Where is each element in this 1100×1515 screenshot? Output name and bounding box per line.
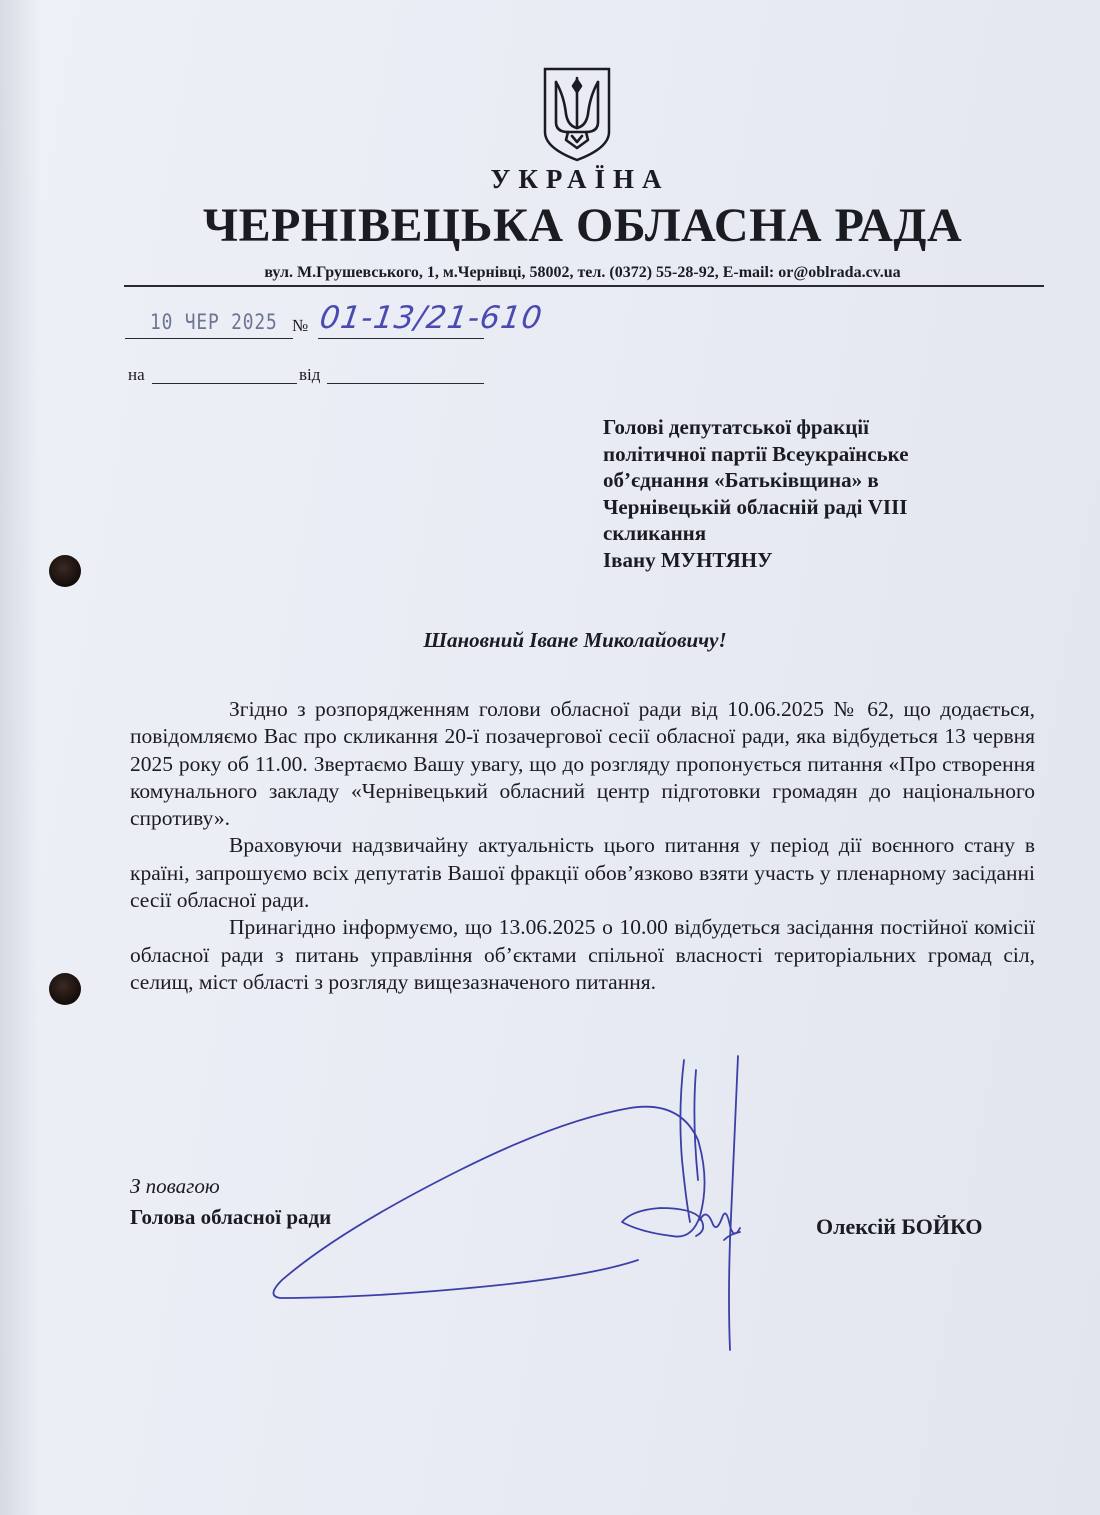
addressee-name: Івану МУНТЯНУ xyxy=(603,547,773,572)
registration-number-line xyxy=(318,338,484,339)
addressee-block xyxy=(603,414,1023,573)
reply-to-label: на xyxy=(128,365,145,384)
handwritten-signature xyxy=(260,1040,760,1360)
letterhead-organization: ЧЕРНІВЕЦЬКА ОБЛАСНА РАДА xyxy=(202,199,963,252)
registration-date-stamp: 10 ЧЕР 2025 xyxy=(150,310,278,334)
addressee-line: політичної партії Всеукраїнське xyxy=(603,441,909,466)
body-paragraph: Враховуючи надзвичайну актуальність цього питання у період дії воєнного стану в країні, запрошуємо всіх депутатів Вашої фракції обов’язково взяти участь у пленарному засіданні сесії обласної ради. xyxy=(130,833,1035,913)
letterhead-address: вул. М.Грушевського, 1, м.Чернівці, 58002, тел. (0372) 55-28-92, E-mail: or@oblrada.cv.ua xyxy=(264,264,901,281)
signer-position: Голова обласної ради xyxy=(130,1205,332,1229)
salutation: Шановний Іване Миколайовичу! xyxy=(423,628,727,652)
letter-body xyxy=(130,696,1035,996)
tryzub-icon xyxy=(542,66,612,162)
addressee-line: Чернівецькій обласній раді VIII xyxy=(603,494,908,519)
registration-date-line xyxy=(125,338,293,339)
closing-phrase: З повагою xyxy=(130,1174,220,1198)
punch-hole-bottom xyxy=(49,973,81,1005)
registration-number-label: № xyxy=(292,316,309,335)
addressee-line: Голові депутатської фракції xyxy=(603,415,869,439)
registration-number-handwritten: 01-13/21-610 xyxy=(317,300,545,336)
reply-from-line xyxy=(327,383,484,384)
letterhead-divider xyxy=(124,285,1044,287)
reply-to-line xyxy=(152,383,297,384)
letterhead-country: УКРАЇНА xyxy=(490,164,670,194)
body-paragraph: Згідно з розпорядженням голови обласної ради від 10.06.2025 № 62, що додається, повідомляємо Вас про скликання 20-ї позачергової сесії обласної ради, яка відбудеться 13 червня 2025 року об 11.00. Звертаємо Вашу увагу, що до розгляду пропонується питання «Про створення комунального закладу «Чернівецький обласний центр підготовки громадян до національного спротиву». xyxy=(130,697,1035,831)
addressee-line: скликання xyxy=(603,521,707,545)
addressee-line: об’єднання «Батьківщина» в xyxy=(603,468,879,492)
reply-from-label: від xyxy=(299,365,321,384)
body-paragraph: Принагідно інформуємо, що 13.06.2025 о 10.00 відбудеться засідання постійної комісії обласної ради з питань управління об’єктами спільної власності територіальних громад сіл, селищ, міст області з розгляду вищезазначеного питання. xyxy=(130,915,1035,994)
punch-hole-top xyxy=(49,555,81,587)
signer-name: Олексій БОЙКО xyxy=(816,1214,983,1239)
